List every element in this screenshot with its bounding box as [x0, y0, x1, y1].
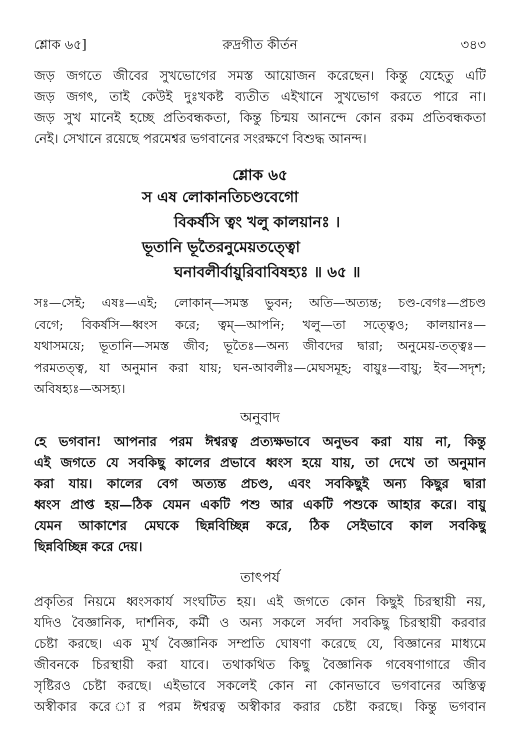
- text-line: চেষ্টা করছে। এক মূর্খ বৈজ্ঞানিক সম্প্রতি ঘোষণা করেছে যে, বিজ্ঞানের মাধ্যমে: [34, 637, 486, 652]
- page-header: [34, 36, 486, 56]
- text-line: যেমন আকাশের মেঘকে ছিন্নবিচ্ছিন্ন করে, ঠিক সেইভাবে কাল সবকিছু: [34, 519, 486, 534]
- text-line: জীবনকে চিরস্থায়ী করা যাবে। তথাকথিত কিছু বৈজ্ঞানিক গবেষণাগারে জীব: [34, 658, 486, 673]
- book-page: [34, 0, 486, 729]
- text-line: যথাসময়ে; ভূতানি—সমস্ত জীব; ভূতৈঃ—অন্য জীবদের দ্বারা; অনুমেয়-তত্ত্বঃ—: [34, 338, 486, 353]
- verse-line: বিকর্ষসি ত্বং খলু কালয়ানঃ ।: [174, 213, 341, 231]
- verse-line: ভূতানি ভূতৈরনুমেয়তত্ত্বো: [142, 238, 300, 256]
- header-verse-ref: শ্লোক ৬৫]: [34, 38, 87, 53]
- text-line: সৃষ্টিরও চেষ্টা করছে। এইভাবে সকলেই কোন না কোনভাবে ভগবানের অস্তিত্ব: [34, 679, 486, 694]
- text-line: সঃ—সেই; এষঃ—এই; লোকান্—সমস্ত ভুবন; অতি—অত্যন্ত; চণ্ড-বেগঃ—প্রচণ্ড: [34, 295, 486, 310]
- header-chapter-title: রুদ্রগীত কীর্তন: [222, 38, 298, 53]
- verse-line: স এষ লোকানতিচণ্ডবেগো: [142, 188, 299, 206]
- text-line: জড় জগতে জীবের সুখভোগের সমস্ত আয়োজন করেছেন। কিন্তু যেহেতু এটি: [34, 69, 486, 84]
- text-line: প্রকৃতির নিয়মে ধ্বংসকার্য সংঘটিত হয়। এই জগতে কোন কিছুই চিরস্থায়ী নয়,: [34, 595, 486, 610]
- text-line: যদিও বৈজ্ঞানিক, দার্শনিক, কর্মী ও অন্য সকলে সর্বদা সবকিছু চিরস্থায়ী করবার: [34, 616, 486, 631]
- text-line: জড় জগৎ, তাই কেউই দুঃখকষ্ট ব্যতীত এইখানে সুখভোগ করতে পারে না।: [34, 90, 486, 105]
- header-page-number: ৩৪৩: [460, 38, 486, 53]
- text-line: হে ভগবান! আপনার পরম ঈশ্বরত্ব প্রত্যক্ষভাবে অনুভব করা যায় না, কিন্তু: [34, 435, 486, 450]
- text-line: এই জগতে যে সবকিছু কালের প্রভাবে ধ্বংস হয়ে যায়, তা দেখে তা অনুমান: [34, 456, 486, 471]
- translation-paragraph: [34, 432, 486, 558]
- text-line: জড় সুখ মানেই হচ্ছে প্রতিবন্ধকতা, কিন্তু চিন্ময় আনন্দে কোন রকম প্রতিবন্ধকতা: [34, 111, 486, 126]
- text-line: করা যায়। কালের বেগ অত্যন্ত প্রচণ্ড, এবং সবকিছুই অন্য কিছুর দ্বারা: [34, 477, 486, 492]
- text-line: ছিন্নবিচ্ছিন্ন করে দেয়।: [34, 540, 143, 555]
- synonyms-paragraph: [34, 292, 486, 400]
- translation-title: অনুবাদ: [240, 410, 280, 426]
- intro-paragraph: [34, 66, 486, 150]
- verse-line: ঘনাবলীর্বায়ুরিবাবিষহ্যঃ ॥ ৬৫ ॥: [174, 263, 361, 281]
- text-line: পরমতত্ত্ব, যা অনুমান করা যায়; ঘন-আবলীঃ—মেঘসমূহ; বায়ুঃ—বায়ু; ইব—সদৃশ;: [34, 359, 486, 375]
- purport-title: তাৎপর্য: [240, 570, 280, 586]
- purport-paragraph: [34, 592, 486, 718]
- text-line: অস্বীকার করে ার পরম ঈশ্বরত্ব অস্বীকার করার চেষ্টা করছে। কিন্তু ভগবান: [34, 700, 486, 715]
- text-line: ধ্বংস প্রাপ্ত হয়—ঠিক যেমন একটি পশু আর একটি পশুকে আহার করে। বায়ু: [34, 498, 486, 513]
- verse-title: শ্লোক ৬৫: [232, 166, 288, 184]
- text-line: বেগে; বিকর্ষসি—ধ্বংস করে; ত্বম্—আপনি; খলু—তা সত্ত্বেও; কালয়ানঃ—: [34, 316, 486, 332]
- text-line: নেই। সেখানে রয়েছে পরমেশ্বর ভগবানের সংরক্ষণে বিশুদ্ধ আনন্দ।: [34, 132, 367, 147]
- text-line: অবিষহ্যঃ—অসহ্য।: [34, 381, 126, 396]
